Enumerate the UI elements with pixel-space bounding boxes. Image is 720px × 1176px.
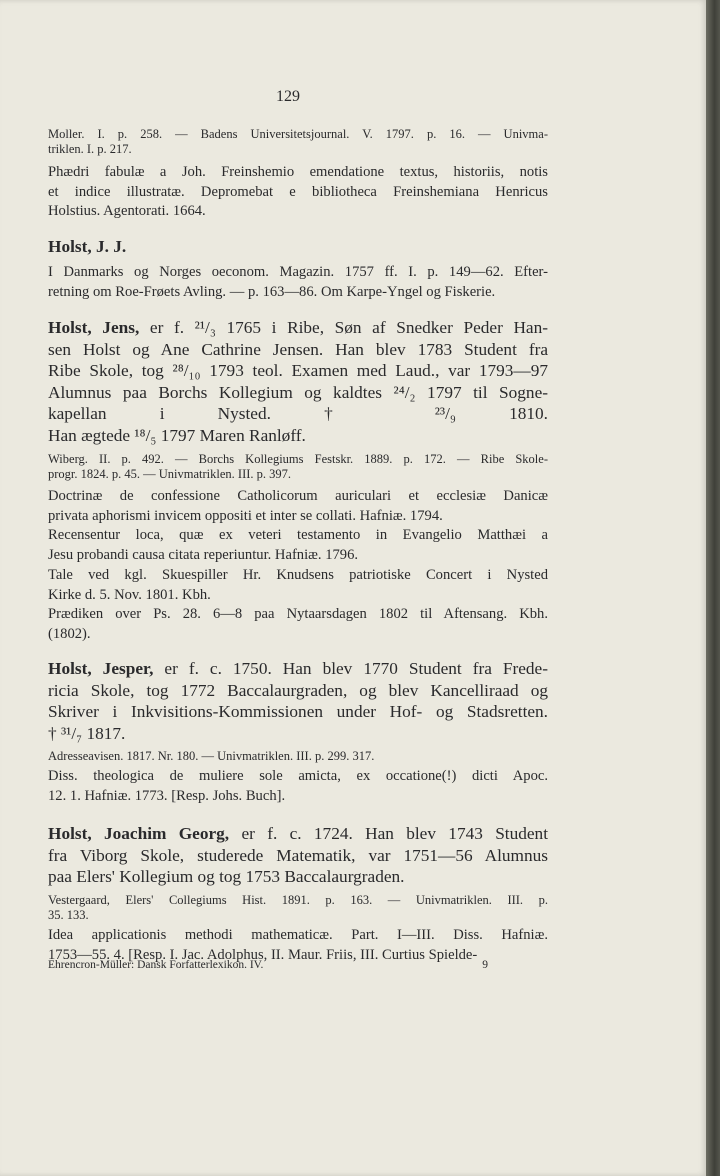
entry-diss-theologica [48, 767, 548, 806]
signature-mark: 9 [482, 959, 488, 971]
entry-holst-jens-bio [48, 317, 548, 447]
text-line: Holst, Jens, er f. ²¹/₃ 1765 i Ribe, Søn af Snedker Peder Han- [48, 318, 548, 337]
entry-heading: Holst, J. J. [48, 237, 127, 256]
book-edge [706, 0, 720, 1176]
text-line: Holst, Jesper, er f. c. 1750. Han blev 1770 Student fra Frede- [48, 659, 548, 678]
text-line: Alumnus paa Borchs Kollegium og kaldtes ²⁴/₂ 1797 til Sogne- [48, 382, 548, 402]
text-line: Phædri fabulæ a Joh. Freinshemio emendatione textus, historiis, notis [48, 164, 548, 180]
entry-heading: Holst, Jens, [48, 318, 140, 337]
page-footer [48, 958, 488, 972]
entry-holst-joachim-bio [48, 823, 548, 888]
text-line: † ³¹/₇ 1817. [48, 723, 126, 743]
text-line: progr. 1824. p. 45. — Univmatriklen. III. p. 397. [48, 467, 292, 481]
entry-tale [48, 566, 548, 605]
text-line: 35. 133. [48, 908, 89, 922]
text-line: Holstius. Agentorati. 1664. [48, 203, 206, 219]
footer-title: Ehrencron-Müller: Dansk Forfatterlexikon. IV. [48, 959, 264, 971]
text-line: retning om Roe-Frøets Avling. — p. 163—86. Om Karpe-Yngel og Fiskerie. [48, 283, 496, 300]
text-line: Kirke d. 5. Nov. 1801. Kbh. [48, 586, 211, 603]
page-number: 129 [276, 88, 300, 105]
text-line: Moller. I. p. 258. — Badens Universitetsjournal. V. 1797. p. 16. — Univma- [48, 127, 548, 141]
text-line: paa Elers' Kollegium og tog 1753 Baccalaurgraden. [48, 867, 405, 887]
text-line: Doctrinæ de confessione Catholicorum auriculari et ecclesiæ Danicæ [48, 488, 548, 504]
text-line: Recensentur loca, quæ ex veteri testamento in Evangelio Matthæi a [48, 527, 548, 543]
text-line: ricia Skole, tog 1772 Baccalaurgraden, og blev Kancelliraad og [48, 680, 548, 700]
text-line: (1802). [48, 625, 91, 642]
entry-holst-jj-works [48, 263, 548, 302]
text-line: sen Holst og Ane Cathrine Jensen. Han blev 1783 Student fra [48, 339, 548, 359]
entry-holst-jesper-refs [48, 749, 548, 764]
text-line: Wiberg. II. p. 492. — Borchs Kollegiums Festskr. 1889. p. 172. — Ribe Skole- [48, 452, 548, 466]
text-line: 12. 1. Hafniæ. 1773. [Resp. Johs. Buch]. [48, 787, 286, 804]
text-line: Jesu probandi causa citata reperiuntur. Hafniæ. 1796. [48, 546, 359, 563]
text-line: Diss. theologica de muliere sole amicta, ex occatione(!) dicti Apoc. [48, 768, 548, 784]
entry-holst-joachim-refs [48, 893, 548, 923]
text-line: Holst, Joachim Georg, er f. c. 1724. Han blev 1743 Student [48, 824, 548, 843]
text-line: kapellan i Nysted. † ²³/₉ 1810. [48, 404, 548, 424]
entry-recensentur [48, 526, 548, 565]
text-line: triklen. I. p. 217. [48, 142, 132, 156]
text-line [48, 236, 548, 258]
entry-heading: Holst, Jesper, [48, 659, 154, 678]
text-line: I Danmarks og Norges oeconom. Magazin. 1757 ff. I. p. 149—62. Efter- [48, 264, 548, 280]
text-line: fra Viborg Skole, studerede Matematik, var 1751—56 Alumnus [48, 845, 548, 865]
entry-doctrinae [48, 487, 548, 526]
text-line: Prædiken over Ps. 28. 6—8 paa Nytaarsdagen 1802 til Aftensang. Kbh. [48, 606, 548, 622]
text-line: Skriver i Inkvisitions-Kommissionen under Hof- og Stadsretten. [48, 702, 548, 722]
text-line: Ribe Skole, tog ²⁸/₁₀ 1793 teol. Examen med Laud., var 1793—97 [48, 361, 548, 381]
entry-heading: Holst, Joachim Georg, [48, 824, 230, 843]
entry-moller-ref [48, 127, 548, 157]
text-line: privata aphorismi invicem oppositi et inter se collati. Hafniæ. 1794. [48, 507, 443, 524]
text-line: Han ægtede ¹⁸/₅ 1797 Maren Ranløff. [48, 425, 306, 445]
text-line: Tale ved kgl. Skuespiller Hr. Knudsens patriotiske Concert i Nysted [48, 567, 548, 583]
text-line: Adresseavisen. 1817. Nr. 180. — Univmatriklen. III. p. 299. 317. [48, 749, 375, 763]
entry-holst-jesper-bio [48, 658, 548, 744]
text-line: Idea applicationis methodi mathematicæ. Part. I—III. Diss. Hafniæ. [48, 927, 548, 943]
entry-holst-jj-heading [48, 236, 548, 258]
text-line: et indice illustratæ. Depromebat e bibliotheca Freinshemiana Henricus [48, 183, 548, 200]
entry-holst-jens-refs [48, 452, 548, 482]
text-line: 1753—55. 4. [Resp. I. Jac. Adolphus, II. Maur. Friis, III. Curtius Spielde- [48, 946, 478, 963]
entry-praediken [48, 605, 548, 644]
text-line: Vestergaard, Elers' Collegiums Hist. 1891. p. 163. — Univmatriklen. III. p. [48, 893, 548, 907]
entry-phaedri [48, 163, 548, 222]
